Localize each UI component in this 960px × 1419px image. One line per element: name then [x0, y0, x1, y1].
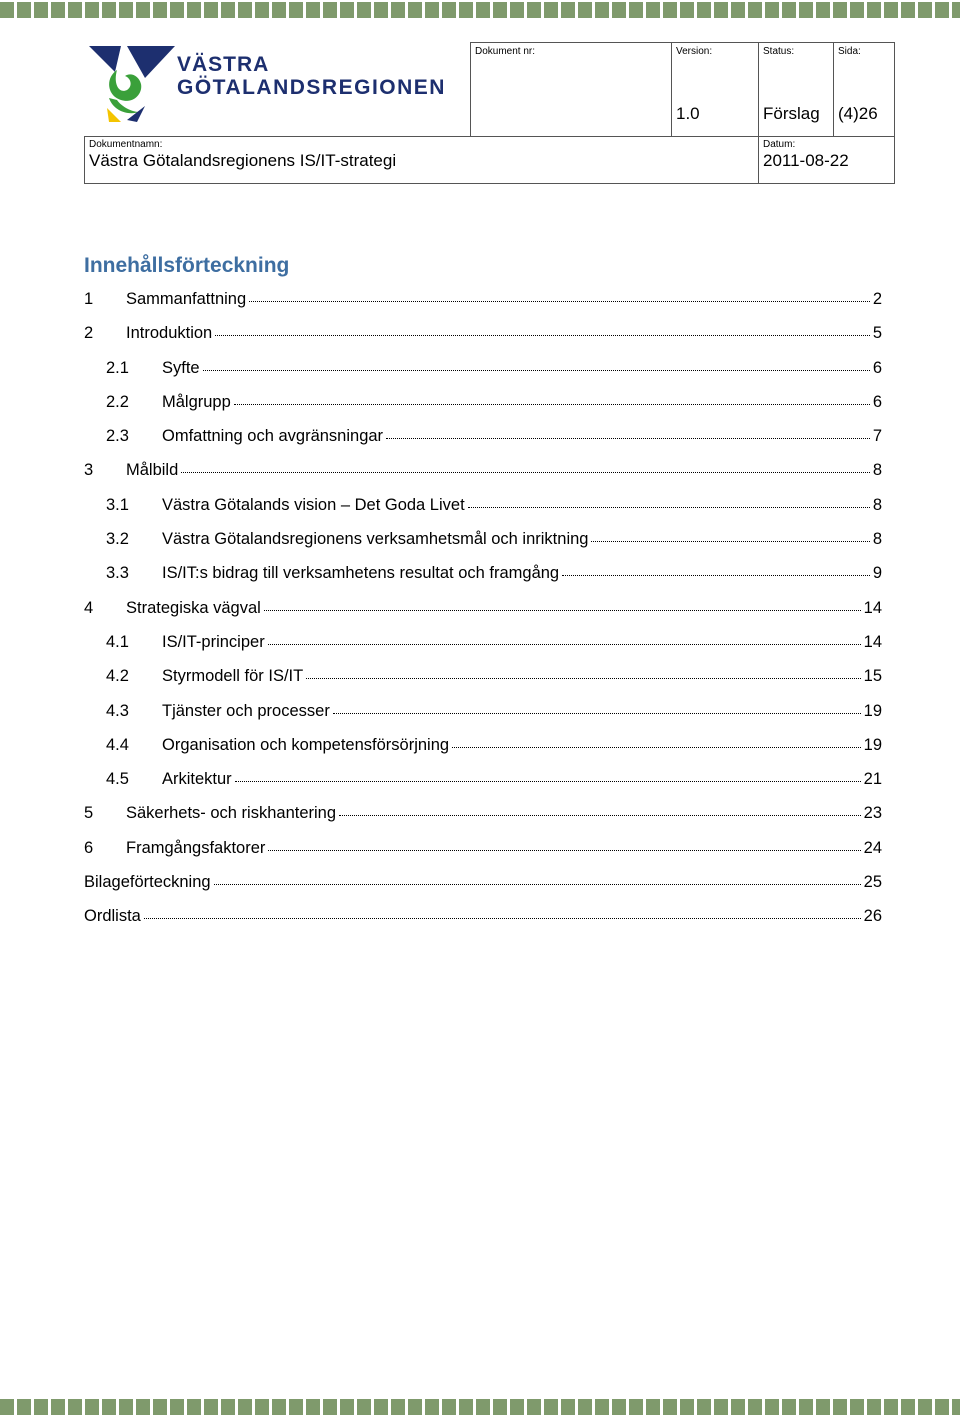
- toc-entry-page: 23: [863, 804, 882, 823]
- toc-entry-title: Bilageförteckning: [84, 873, 211, 892]
- toc-entry-title: IS/IT:s bidrag till verksamhetens resultat och framgång: [162, 564, 560, 583]
- toc-dot-leader: [268, 630, 861, 645]
- toc-dot-leader: [333, 699, 861, 714]
- toc-entry-number: 4.1: [106, 632, 129, 651]
- toc-entry-page: 6: [872, 392, 882, 411]
- toc-entry-title: Västra Götalands vision – Det Goda Livet: [162, 495, 465, 514]
- toc-entry-number: 1: [84, 290, 94, 308]
- toc-entry-page: 5: [872, 324, 882, 343]
- status-value: Förslag: [763, 104, 820, 123]
- toc-entry[interactable]: [84, 287, 882, 321]
- page-label: Sida:: [838, 46, 861, 57]
- toc-entry-page: 6: [872, 358, 882, 377]
- toc-entry[interactable]: [84, 767, 882, 801]
- toc-entry-page: 21: [863, 770, 882, 789]
- toc-dot-leader: [215, 321, 870, 336]
- toc-entry-number: 2.3: [106, 427, 129, 446]
- toc-entry-page: 19: [863, 735, 882, 754]
- header-cell-page: [833, 42, 895, 137]
- toc-entry-number: 4.3: [106, 701, 129, 720]
- toc-entry[interactable]: [84, 321, 882, 355]
- toc-entry-title: Ordlista: [84, 907, 141, 926]
- toc-dot-leader: [306, 664, 860, 679]
- header-cell-version: [671, 42, 759, 137]
- toc-dot-leader: [235, 767, 861, 782]
- toc-entry[interactable]: [84, 596, 882, 630]
- version-label: Version:: [676, 46, 713, 57]
- region-logo: [87, 42, 457, 124]
- toc-dot-leader: [339, 801, 861, 816]
- date-value: 2011-08-22: [763, 151, 849, 170]
- toc-entry[interactable]: [84, 458, 882, 492]
- toc-entry-page: 8: [872, 495, 882, 514]
- toc-entry-number: 3.3: [106, 564, 129, 583]
- toc-entry-title: Organisation och kompetensförsörjning: [162, 735, 450, 754]
- toc-entry-title: Säkerhets- och riskhantering: [126, 804, 337, 823]
- toc-entry[interactable]: [84, 801, 882, 835]
- toc-entry-page: 26: [863, 907, 882, 926]
- toc-entry-number: 2.2: [106, 392, 129, 411]
- toc-entry[interactable]: [84, 356, 882, 390]
- toc-dot-leader: [249, 287, 870, 302]
- toc-entry-title: Framgångsfaktorer: [126, 838, 266, 857]
- toc-entry-title: Tjänster och processer: [162, 701, 330, 720]
- date-label: Datum:: [763, 139, 796, 150]
- toc-entry-title: Arkitektur: [162, 770, 232, 789]
- toc-entry-title: Västra Götalandsregionens verksamhetsmål och inriktning: [162, 530, 589, 549]
- toc-dot-leader: [181, 458, 870, 473]
- toc-dot-leader: [203, 356, 870, 371]
- toc-entry-title: Målbild: [126, 461, 179, 480]
- toc-dot-leader: [268, 836, 860, 851]
- version-value: 1.0: [676, 104, 700, 123]
- toc-entry-title: Strategiska vägval: [126, 598, 261, 617]
- toc-dot-leader: [144, 904, 861, 919]
- toc-entry-number: 4.4: [106, 735, 129, 754]
- logo-line-2: GÖTALANDSREGIONEN: [177, 76, 446, 99]
- toc-dot-leader: [452, 733, 861, 748]
- toc-entry-number: 3.1: [106, 495, 129, 514]
- toc-entry[interactable]: [84, 836, 882, 870]
- toc-dot-leader: [234, 390, 870, 405]
- doc-nr-label: Dokument nr:: [475, 46, 536, 57]
- toc-entry-page: 19: [863, 701, 882, 720]
- toc-entry-number: 2: [84, 324, 94, 343]
- header-cell-date: [758, 136, 895, 184]
- toc-entry-page: 2: [872, 290, 882, 308]
- bottom-decorative-stripe: [0, 1399, 960, 1415]
- toc-entry[interactable]: [84, 870, 882, 904]
- toc-entry-number: 5: [84, 804, 94, 823]
- table-of-contents: [84, 287, 882, 939]
- toc-entry-number: 6: [84, 838, 94, 857]
- doc-name-label: Dokumentnamn:: [89, 139, 163, 150]
- toc-title: Innehållsförteckning: [84, 254, 290, 277]
- header-cell-status: [758, 42, 834, 137]
- toc-dot-leader: [214, 870, 861, 885]
- toc-entry[interactable]: [84, 493, 882, 527]
- toc-entry-page: 14: [863, 632, 882, 651]
- toc-entry-number: 4.5: [106, 770, 129, 789]
- toc-entry[interactable]: [84, 424, 882, 458]
- toc-entry-title: Syfte: [162, 358, 200, 377]
- toc-entry-page: 8: [872, 461, 882, 480]
- toc-entry-number: 3.2: [106, 530, 129, 549]
- toc-entry-page: 7: [872, 427, 882, 446]
- toc-entry-page: 14: [863, 598, 882, 617]
- toc-entry-page: 24: [863, 838, 882, 857]
- toc-entry-title: IS/IT-principer: [162, 632, 265, 651]
- toc-entry-page: 15: [863, 667, 882, 686]
- status-label: Status:: [763, 46, 795, 57]
- toc-entry[interactable]: [84, 904, 882, 938]
- toc-entry-title: Målgrupp: [162, 392, 231, 411]
- toc-entry[interactable]: [84, 561, 882, 595]
- header-cell-doc-name: [84, 136, 759, 184]
- region-emblem-icon: [87, 42, 177, 124]
- doc-name-value: Västra Götalandsregionens IS/IT-strategi: [89, 151, 397, 170]
- toc-entry-title: Introduktion: [126, 324, 213, 343]
- toc-entry-title: Sammanfattning: [126, 290, 247, 308]
- toc-entry-page: 25: [863, 873, 882, 892]
- toc-entry[interactable]: [84, 630, 882, 664]
- toc-entry[interactable]: [84, 664, 882, 698]
- toc-entry-number: 2.1: [106, 358, 129, 377]
- toc-entry[interactable]: [84, 527, 882, 561]
- top-decorative-stripe: [0, 2, 960, 18]
- toc-entry-number: 4.2: [106, 667, 129, 686]
- toc-entry[interactable]: [84, 733, 882, 767]
- logo-line-1: VÄSTRA: [177, 53, 270, 76]
- toc-dot-leader: [591, 527, 869, 542]
- toc-dot-leader: [562, 561, 870, 576]
- toc-entry-page: 8: [872, 530, 882, 549]
- header-cell-doc-nr: [470, 42, 672, 137]
- toc-entry[interactable]: [84, 699, 882, 733]
- toc-entry-number: 3: [84, 461, 94, 480]
- page-value: (4)26: [838, 104, 878, 123]
- toc-entry[interactable]: [84, 390, 882, 424]
- toc-dot-leader: [386, 424, 870, 439]
- toc-entry-page: 9: [872, 564, 882, 583]
- toc-dot-leader: [468, 493, 870, 508]
- toc-entry-title: Styrmodell för IS/IT: [162, 667, 304, 686]
- toc-dot-leader: [264, 596, 861, 611]
- toc-entry-title: Omfattning och avgränsningar: [162, 427, 384, 446]
- toc-entry-number: 4: [84, 598, 94, 617]
